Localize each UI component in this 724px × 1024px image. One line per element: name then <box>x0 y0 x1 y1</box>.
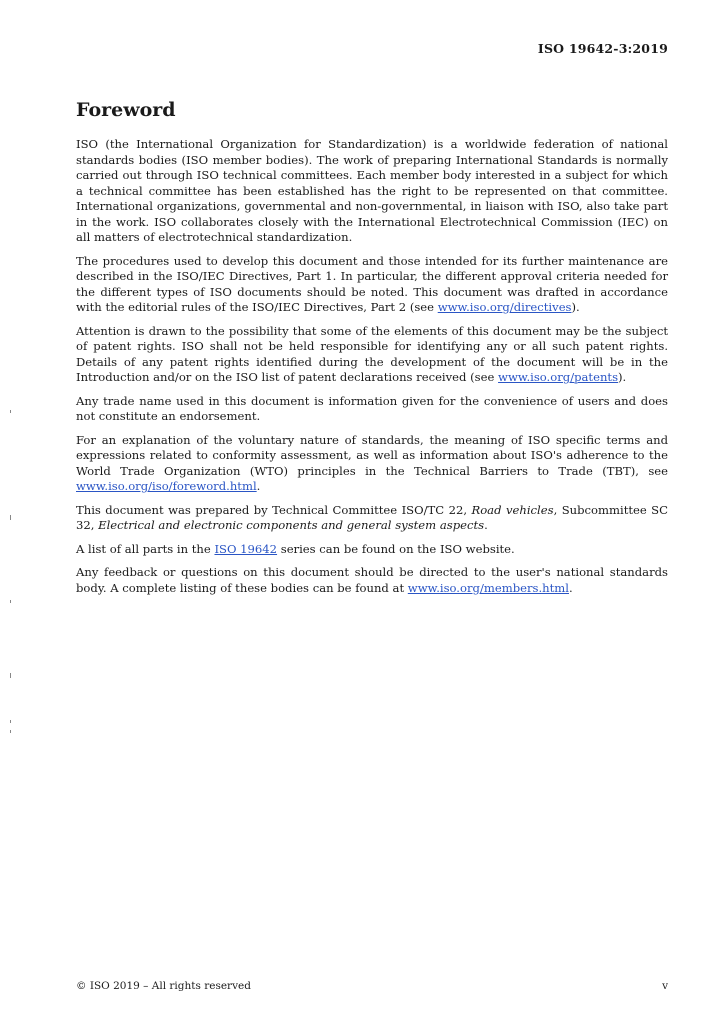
paragraph-text: This document was prepared by Technical Committee ISO/TC 22, <box>76 502 472 517</box>
paragraph-procedures <box>76 254 668 316</box>
paragraph-text: A list of all parts in the <box>76 541 215 556</box>
margin-mark <box>10 720 11 723</box>
paragraph-text: . <box>484 518 488 532</box>
foreword-link[interactable]: www.iso.org/iso/foreword.html <box>76 479 257 493</box>
paragraph-patents <box>76 324 668 386</box>
foreword-body <box>76 137 668 604</box>
paragraph-text: Any feedback or questions on this document should be directed to the user's national standards body. A complete listing of these bodies can be found at <box>76 565 668 595</box>
directives-link[interactable]: www.iso.org/directives <box>437 300 572 314</box>
paragraph-iso-intro: ISO (the International Organization for Standardization) is a worldwide federation of national standards bodies (ISO member bodies). The work of preparing International Standards is normally carried out through ISO technical committees. Each member body interested in a subject for which a technical committee has been established has the right to be represented on that committee. International organizations, governmental and non-governmental, in liaison with ISO, also take part in the work. ISO collaborates closely with the International Electrotechnical Commission (IEC) on all matters of electrotechnical standardization. <box>76 137 668 244</box>
paragraph-text: Attention is drawn to the possibility that some of the elements of this document may be the subject of patent rights. ISO shall not be held responsible for identifying any or all such patent rights. Details of any patent rights identified during the development of the document will be in the Introduction and/or on the ISO list of patent declarations received (see <box>76 323 668 384</box>
patents-link[interactable]: www.iso.org/patents <box>498 370 619 384</box>
paragraph-committee <box>76 503 668 534</box>
margin-mark <box>10 730 11 733</box>
paragraph-text: series can be found on the ISO website. <box>277 541 515 556</box>
margin-mark <box>10 600 11 603</box>
page-number: v <box>662 980 668 992</box>
page-title: Foreword <box>76 99 176 121</box>
paragraph-text: For an explanation of the voluntary nature of standards, the meaning of ISO specific terms and expressions related to conformity assessment, as well as information about ISO's adherence to the World Trade Organization (WTO) principles in the Technical Barriers to Trade (TBT), see <box>76 432 668 478</box>
paragraph-series-list <box>76 542 668 558</box>
subcommittee-name: Electrical and electronic components and general system aspects <box>98 518 485 532</box>
paragraph-text: ). <box>571 300 580 314</box>
margin-mark <box>10 410 11 413</box>
margin-mark <box>10 673 11 678</box>
committee-name: Road vehicles <box>471 502 554 517</box>
members-link[interactable]: www.iso.org/members.html <box>407 580 569 595</box>
paragraph-trade-names: Any trade name used in this document is information given for the convenience of users and does not constitute an endorsement. <box>76 393 668 423</box>
margin-mark <box>10 515 11 520</box>
paragraph-text: . <box>568 580 573 595</box>
paragraph-text: The procedures used to develop this document and those intended for its further maintenance are described in the ISO/IEC Directives, Part 1. In particular, the different approval criteria needed for the different types of ISO documents should be noted. This document was drafted in accordance with the editorial rules of the ISO/IEC Directives, Part 2 (see <box>76 253 668 314</box>
document-identifier: ISO 19642-3:2019 <box>537 41 668 56</box>
paragraph-voluntary-nature <box>76 433 668 495</box>
paragraph-text: . <box>256 479 261 493</box>
paragraph-text: , Subcommittee SC 32, <box>76 502 668 532</box>
iso-19642-link[interactable]: ISO 19642 <box>214 541 278 556</box>
paragraph-feedback <box>76 565 668 596</box>
copyright-notice: © ISO 2019 – All rights reserved <box>76 980 251 992</box>
paragraph-text: ). <box>618 370 627 384</box>
